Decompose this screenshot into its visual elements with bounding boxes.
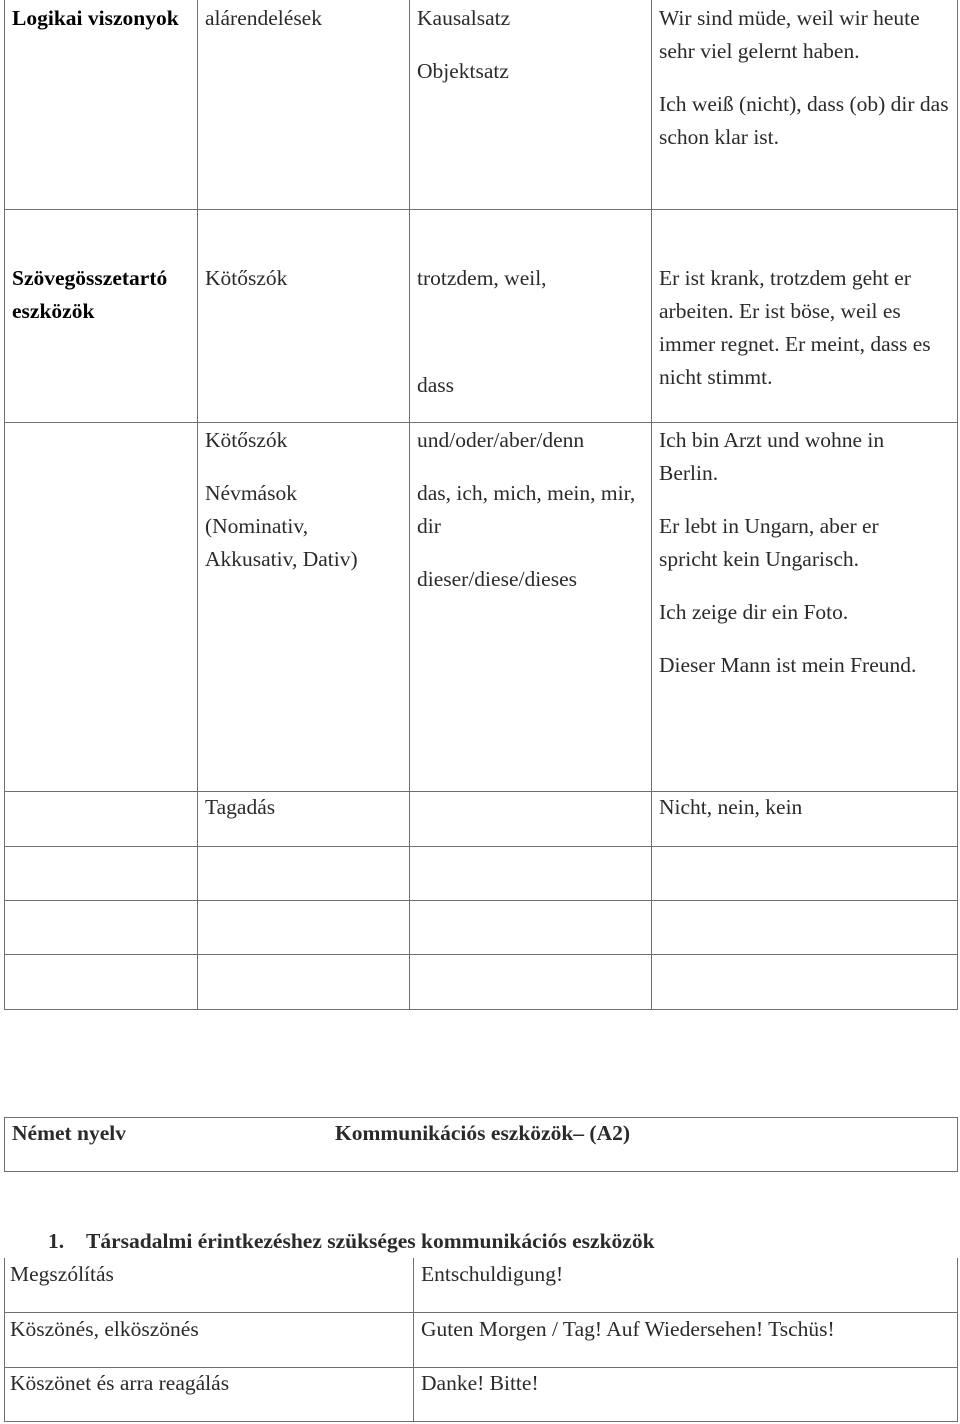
category-logical-relations: Logikai viszonyok (12, 6, 179, 30)
subject-title: Német nyelv (12, 1121, 127, 1145)
col-divider (409, 0, 410, 1010)
col-divider (651, 0, 652, 1010)
section-number: 1. (48, 1229, 65, 1253)
row-divider (4, 209, 958, 210)
example-sentence: Er ist krank, trotzdem geht er arbeiten. Er ist böse, weil es immer regnet. Er meint, dass es nicht stimmt. (659, 266, 931, 389)
comm-value: Entschuldigung! (421, 1262, 564, 1286)
row-divider (4, 900, 958, 901)
subcategory-item: Névmások (Nominativ, Akkusativ, Dativ) (205, 481, 358, 571)
document-title: Kommunikációs eszközök– (A2) (335, 1121, 631, 1145)
comm-label: Megszólítás (10, 1262, 114, 1286)
comm-value: Guten Morgen / Tag! Auf Wiedersehen! Tschüs! (421, 1317, 835, 1341)
conjunction-item: trotzdem, weil, (417, 266, 547, 290)
examples (659, 2, 949, 154)
category-cohesion-devices: Szövegösszetartó eszközök (12, 266, 168, 323)
row-divider (4, 791, 958, 792)
clause-types (417, 2, 647, 88)
word-item: und/oder/aber/denn (417, 428, 585, 452)
subcategory-conjunctions: Kötőszók (205, 266, 288, 290)
word-item: dieser/diese/dieses (417, 567, 578, 591)
header-border-bottom (4, 1171, 958, 1172)
row-divider (4, 846, 958, 847)
example-sentence: Dieser Mann ist mein Freund. (659, 653, 917, 677)
section-title: Társadalmi érintkezéshez szükséges kommunikációs eszközök (86, 1229, 655, 1253)
clause-type: Objektsatz (417, 59, 509, 83)
col-divider (4, 0, 5, 1010)
subcategory-subordination: alárendelések (205, 6, 322, 30)
example-sentence: Ich weiß (nicht), dass (ob) dir das schon klar ist. (659, 92, 949, 149)
examples (659, 424, 934, 682)
row-divider (4, 954, 958, 955)
comm-label: Köszönet és arra reagálás (10, 1371, 230, 1395)
subcategory-item: Kötőszók (205, 428, 288, 452)
conjunction-item: dass (417, 373, 455, 397)
header-border-left (4, 1117, 5, 1172)
example-sentence: Wir sind müde, weil wir heute sehr viel gelernt haben. (659, 6, 920, 63)
examples (659, 262, 954, 394)
word-item: das, ich, mich, mein, mir, dir (417, 481, 636, 538)
col-divider (957, 0, 958, 1010)
comm-label: Köszönés, elköszönés (10, 1317, 199, 1341)
clause-type: Kausalsatz (417, 6, 511, 30)
example-sentence: Er lebt in Ungarn, aber er spricht kein Ungarisch. (659, 514, 879, 571)
example-sentence: Ich zeige dir ein Foto. (659, 600, 849, 624)
col-divider (4, 1258, 5, 1422)
example-sentence: Ich bin Arzt und wohne in Berlin. (659, 428, 885, 485)
comm-value: Danke! Bitte! (421, 1371, 539, 1395)
subcategory-conjunctions-pronouns (205, 424, 405, 576)
col-divider (413, 1258, 414, 1422)
col-divider (197, 0, 198, 1010)
header-border-right (957, 1117, 958, 1172)
conjunction-list (417, 262, 647, 402)
row-divider (4, 1421, 958, 1422)
row-divider (4, 1009, 958, 1010)
col-divider (957, 1258, 958, 1422)
row-divider (4, 422, 958, 423)
negation-words: Nicht, nein, kein (659, 795, 803, 819)
subcategory-negation: Tagadás (205, 795, 276, 819)
word-list (417, 424, 647, 596)
